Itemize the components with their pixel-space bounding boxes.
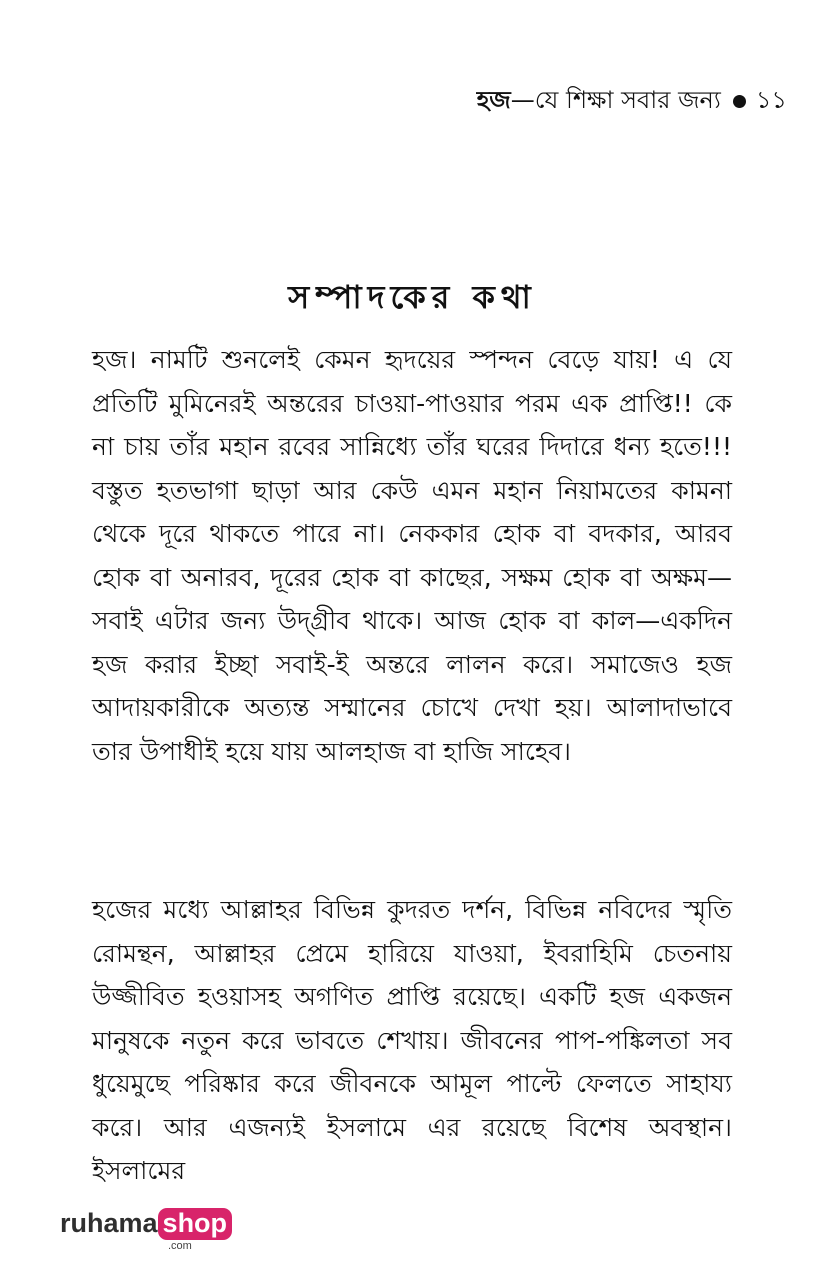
page-number: ১১: [755, 86, 787, 114]
book-title: হজ: [476, 86, 511, 114]
publisher-logo: [60, 1208, 232, 1252]
logo-text-shop: shop: [158, 1208, 233, 1240]
section-title: সম্পাদকের কথা: [288, 278, 537, 316]
paragraph-2: হজের মধ্যে আল্লাহর বিভিন্ন কুদরত দর্শন, বিভিন্ন নবিদের স্মৃতি রোমন্থন, আল্লাহর প্রেমে হারিয়ে যাওয়া, ইবরাহিমি চেতনায় উজ্জীবিত হওয়াসহ অগণিত প্রাপ্তি রয়েছে। একটি হজ একজন মানুষকে নতুন করে ভাবতে শেখায়। জীবনের পাপ-পঙ্কিলতা সব ধুয়েমুছে পরিষ্কার করে জীবনকে আমূল পাল্টে ফেলতে সাহায্য করে। আর এজন্যই ইসলামে এর রয়েছে বিশেষ অবস্থান। ইসলামের: [92, 895, 732, 1185]
bullet-dot-icon: [733, 95, 746, 108]
running-header: [60, 82, 787, 122]
logo-text-com: .com: [168, 1240, 192, 1252]
logo-text-ruhama: ruhama: [60, 1208, 158, 1238]
book-subtitle: —যে শিক্ষা সবার জন্য: [510, 86, 721, 114]
paragraph-1: হজ। নামটি শুনলেই কেমন হৃদয়ের স্পন্দন বেড়ে যায়! এ যে প্রতিটি মুমিনেরই অন্তরের চাওয়া-পাওয়ার পরম এক প্রাপ্তি!! কে না চায় তাঁর মহান রবের সান্নিধ্যে তাঁর ঘরের দিদারে ধন্য হতে!!! বস্তুত হতভাগা ছাড়া আর কেউ এমন মহান নিয়ামতের কামনা থেকে দূরে থাকতে পারে না। নেককার হোক বা বদকার, আরব হোক বা অনারব, দূরের হোক বা কাছের, সক্ষম হোক বা অক্ষম—সবাই এটার জন্য উদ্গ্রীব থাকে। আজ হোক বা কাল—একদিন হজ করার ইচ্ছা সবাই-ই অন্তরে লালন করে। সমাজেও হজ আদায়কারীকে অত্যন্ত সম্মানের চোখে দেখা হয়। আলাদাভাবে তার উপাধীই হয়ে যায় আলহাজ বা হাজি সাহেব।: [92, 345, 732, 766]
